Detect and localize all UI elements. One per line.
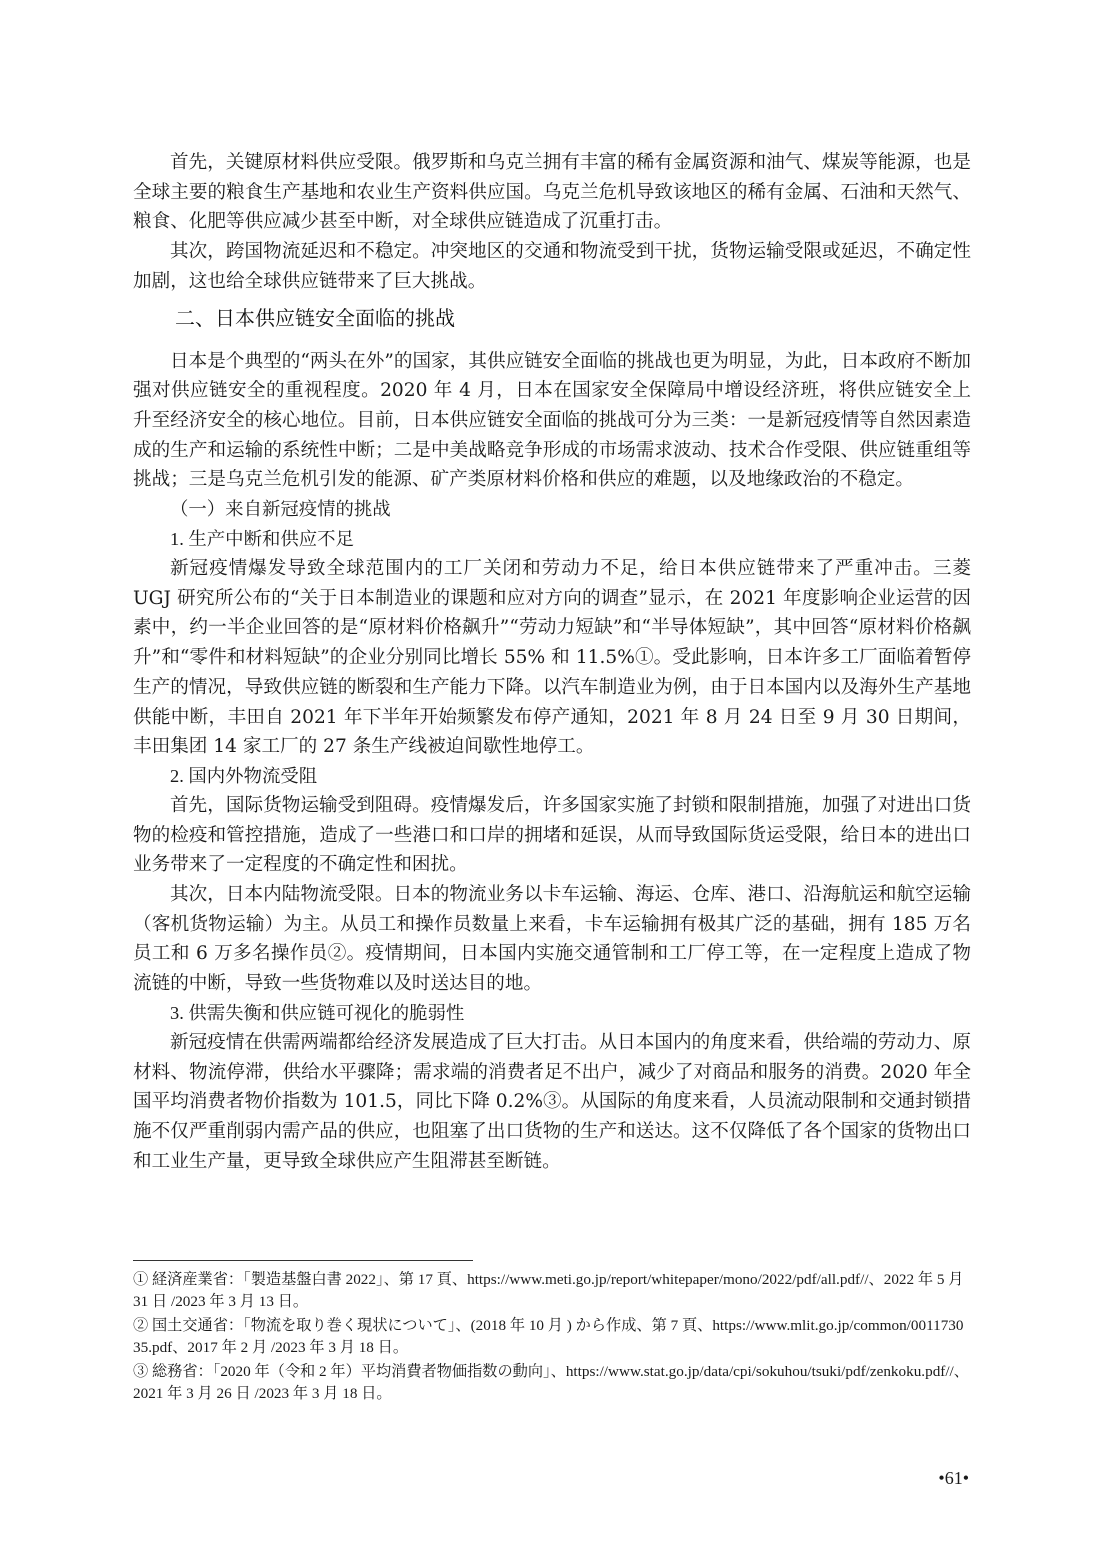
footnotes xyxy=(133,1260,971,1407)
paragraph-logistics-delay: 其次，跨国物流延迟和不稳定。冲突地区的交通和物流受到干扰，货物运输受限或延迟，不确定性加剧，这也给全球供应链带来了巨大挑战。 xyxy=(133,241,971,292)
paragraph-international-freight: 首先，国际货物运输受到阻碍。疫情爆发后，许多国家实施了封锁和限制措施，加强了对进出口货物的检疫和管控措施，造成了一些港口和口岸的拥堵和延误，从而导致国际货运受限，给日本的进出口业务带来了一定程度的不确定性和困扰。 xyxy=(133,794,971,876)
paragraph-domestic-logistics: 其次，日本内陆物流受限。日本的物流业务以卡车运输、海运、仓库、港口、沿海航运和航空运输（客机货物运输）为主。从员工和操作员数量上来看，卡车运输拥有极其广泛的基础，拥有 185 万名员工和 6 万多名操作员②。疫情期间，日本国内实施交通管制和工厂停工等，在一定程度上造成了物流链的中断，导致一些货物难以及时送达目的地。 xyxy=(133,884,971,995)
item3-heading: 3. 供需失衡和供应链可视化的脆弱性 xyxy=(170,1002,465,1023)
footnote-1: ① 経済産業省：「製造基盤白書 2022」、第 17 頁、https://www.meti.go.jp/report/whitepaper/mono/2022/pdf/all.pdf//、2022 年 5 月 31 日 /2023 年 3 月 13 日。 xyxy=(133,1271,964,1310)
paragraph-raw-material-supply: 首先，关键原材料供应受限。俄罗斯和乌克兰拥有丰富的稀有金属资源和油气、煤炭等能源，也是全球主要的粮食生产基地和农业生产资料供应国。乌克兰危机导致该地区的稀有金属、石油和天然气、粮食、化肥等供应减少甚至中断，对全球供应链造成了沉重打击。 xyxy=(133,152,971,233)
footnote-divider xyxy=(133,1260,473,1261)
paragraph-section-intro: 日本是个典型的“两头在外”的国家，其供应链安全面临的挑战也更为明显，为此，日本政府不断加强对供应链安全的重视程度。2020 年 4 月，日本在国家安全保障局中增设经济班，将供应链安全上升至经济安全的核心地位。目前，日本供应链安全面临的挑战可分为三类：一是新冠疫情等自然因素造成的生产和运输的系统性中断；二是中美战略竞争形成的市场需求波动、技术合作受限、供应链重组等挑战；三是乌克兰危机引发的能源、矿产类原材料价格和供应的难题，以及地缘政治的不稳定。 xyxy=(133,350,971,491)
main-text xyxy=(133,148,971,1176)
section-heading: 二、日本供应链安全面临的挑战 xyxy=(175,305,455,330)
page-number: •61• xyxy=(938,1468,969,1488)
paragraph-production-disruption: 新冠疫情爆发导致全球范围内的工厂关闭和劳动力不足，给日本供应链带来了严重冲击。三菱 UGJ 研究所公布的“关于日本制造业的课题和应对方向的调查”显示，在 2021 年度影响企业运营的因素中，约一半企业回答的是“原材料价格飙升”“劳动力短缺”和“半导体短缺”，其中回答“原材料价格飙升”和“零件和材料短缺”的企业分别同比增长 55% 和 11.5%①。受此影响，日本许多工厂面临着暂停生产的情况，导致供应链的断裂和生产能力下降。以汽车制造业为例，由于日本国内以及海外生产基地供能中断，丰田自 2021 年下半年开始频繁发布停产通知，2021 年 8 月 24 日至 9 月 30 日期间，丰田集团 14 家工厂的 27 条生产线被迫间歇性地停工。 xyxy=(133,558,971,758)
item1-heading: 1. 生产中断和供应不足 xyxy=(170,529,354,550)
footnote-2: ② 国土交通省：「物流を取り巻く現状について」、(2018 年 10 月 ) から作成、第 7 頁、https://www.mlit.go.jp/common/001173035.pdf、2017 年 2 月 /2023 年 3 月 18 日。 xyxy=(133,1317,964,1356)
footnote-3: ③ 総務省：「2020 年（令和 2 年）平均消費者物価指数の動向」、https://www.stat.go.jp/data/cpi/sokuhou/tsuki/pdf/zenkoku.pdf//、2021 年 3 月 26 日 /2023 年 3 月 18 日。 xyxy=(133,1363,969,1402)
subsection-heading: （一）来自新冠疫情的挑战 xyxy=(170,499,391,521)
paragraph-supply-demand-imbalance: 新冠疫情在供需两端都给经济发展造成了巨大打击。从日本国内的角度来看，供给端的劳动力、原材料、物流停滞，供给水平骤降；需求端的消费者足不出户，减少了对商品和服务的消费。2020 年全国平均消费者物价指数为 101.5，同比下降 0.2%③。从国际的角度来看，人员流动限制和交通封锁措施不仅严重削弱内需产品的供应，也阻塞了出口货物的生产和送达。这不仅降低了各个国家的货物出口和工业生产量，更导致全球供应产生阻滞甚至断链。 xyxy=(133,1031,971,1172)
item2-heading: 2. 国内外物流受阻 xyxy=(170,765,318,786)
